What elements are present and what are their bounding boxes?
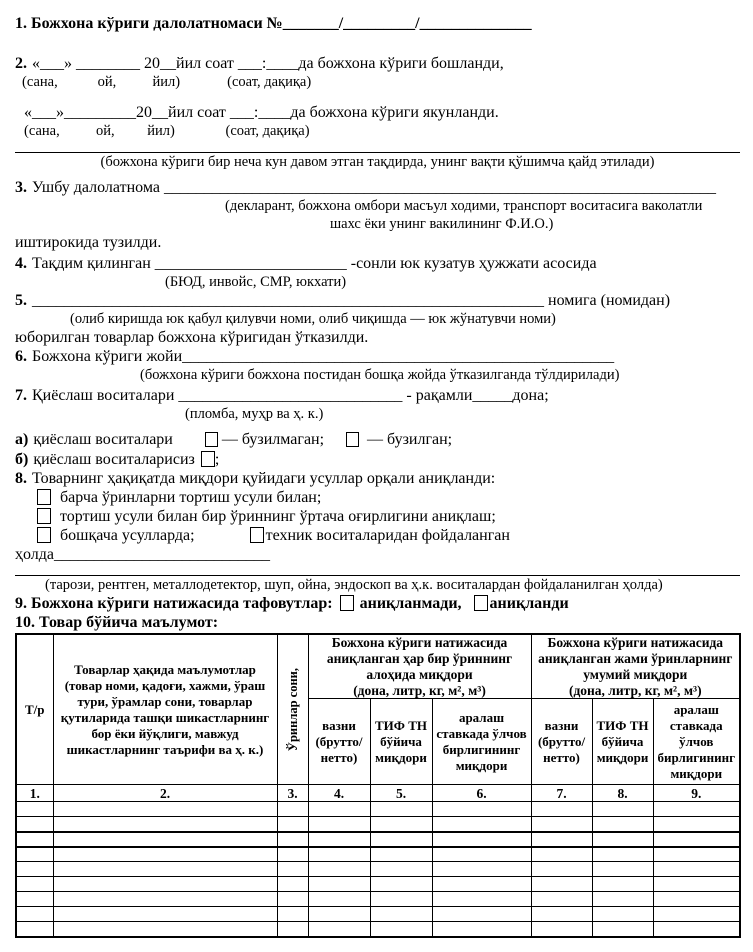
table-row — [16, 847, 740, 862]
item-7b-letter: б) — [15, 451, 29, 468]
location-blank-line: Божхона кўриги жойи______________________________________________________ — [32, 348, 615, 365]
header-group-each-place — [308, 634, 531, 699]
colnum-5: 5. — [370, 785, 432, 802]
header-group-total — [531, 634, 740, 699]
subheader-mixed-rate-each: аралаш ставкада ўлчов бирлигининг миқдори — [432, 699, 531, 785]
method-other-label: бошқача усулларда; — [60, 527, 195, 544]
table-row — [16, 817, 740, 832]
checkbox-without-seals[interactable] — [201, 451, 215, 467]
checkbox-discrepancy-not-found[interactable] — [340, 595, 354, 611]
table-row — [16, 922, 740, 937]
colnum-3: 3. — [277, 785, 308, 802]
document-number-line: Тақдим қилинган ________________________ -сонли юк кузатув ҳужжати асосида — [32, 255, 597, 272]
subheader-tifn-total: ТИФ ТН бўйича миқдори — [592, 699, 653, 785]
location-caption: (божхона кўриги божхона постидан бошқа жойда ўтказилганда тўлдирилади) — [140, 367, 620, 383]
form-item-1-act-number — [15, 14, 740, 33]
item-1-text: 1. Божхона кўриги далолатномаси №_______/_________/______________ — [15, 15, 532, 32]
form-item-4-document — [15, 254, 740, 273]
form-item-5-consignee — [15, 291, 740, 310]
item-2-number: 2. — [15, 55, 27, 72]
checkbox-method-weigh-all[interactable] — [37, 489, 51, 505]
start-date-caption: (сана, ой, йил) (соат, дақиқа) — [22, 74, 312, 90]
subheader-mixed-rate-total: аралаш ставкада ўлчов бирлигининг миқдори — [653, 699, 740, 785]
colnum-1: 1. — [16, 785, 53, 802]
goods-table — [15, 633, 741, 938]
checkbox-method-average-weight[interactable] — [37, 508, 51, 524]
subheader-weight-total: вазни (брутто/ нетто) — [531, 699, 592, 785]
colnum-2: 2. — [53, 785, 277, 802]
item-5-number: 5. — [15, 292, 27, 309]
method-other-row — [15, 526, 740, 564]
document-types-caption: (БЮД, инвойс, СМР, юкхати) — [165, 274, 347, 290]
header-places-column — [277, 634, 308, 785]
method-weigh-all-row — [15, 488, 740, 507]
group-each-units: (дона, литр, кг, м², м³) — [353, 683, 486, 698]
checkbox-seal-intact[interactable] — [205, 432, 218, 447]
consignee-caption: (олиб киришда юк қабул қилувчи номи, олиб чиқишда — юк жўнатувчи номи) — [70, 311, 556, 327]
item-7b-suffix: ; — [214, 451, 220, 468]
subheader-weight-each: вазни (брутто/ нетто) — [308, 699, 370, 785]
discrepancy-found-label: аниқланди — [489, 595, 569, 612]
form-item-10-goods-info — [15, 613, 740, 632]
discrepancy-not-found-label: аниқланмади, — [359, 595, 462, 612]
item-10-text: 10. Товар бўйича маълумот: — [15, 614, 219, 631]
subheader-tifn-each: ТИФ ТН бўйича миқдори — [370, 699, 432, 785]
item-7b-label: қиёслаш воситаларисиз — [33, 451, 195, 468]
form-item-9-discrepancies — [15, 594, 740, 613]
table-row — [16, 832, 740, 847]
item-7a-letter: а) — [15, 431, 29, 448]
colnum-7: 7. — [531, 785, 592, 802]
group-each-title: Божхона кўриги натижасида аниқланган ҳар бир ўриннинг алоҳида миқдори — [326, 635, 513, 682]
group-total-units: (дона, литр, кг, м², м³) — [568, 683, 702, 698]
form-item-7b — [15, 450, 740, 469]
form-item-8-methods — [15, 469, 740, 488]
seals-line: Қиёслаш воситалари ____________________________ - рақамли_____дона; — [32, 387, 549, 404]
participant-blank-line: Ушбу далолатнома _____________________________________________________________________ — [32, 179, 716, 196]
method-weigh-all-label: барча ўринларни тортиш усули билан; — [60, 489, 322, 506]
form-item-2-end — [15, 103, 740, 122]
multiday-note-caption: (божхона кўриги бир неча кун давом этган тақдирда, унинг вақти қўшимча қайд этилади) — [100, 154, 655, 170]
checkbox-method-other[interactable] — [37, 527, 51, 543]
table-row — [16, 802, 740, 817]
header-goods-column: Товарлар ҳақида маълумотлар (товар номи, қадоғи, хажми, ўраш тури, ўрамлар сони, товарлар қутиларида ташқи шикастларнинг бор ёки йўқлиги, мавжуд шикастларнинг таърифи ва ҳ. к.) — [53, 634, 277, 785]
checkbox-discrepancy-found[interactable] — [474, 595, 488, 611]
consignee-suffix: юборилган товарлар божхона кўригидан ўтказилди. — [15, 329, 369, 346]
item-6-number: 6. — [15, 348, 27, 365]
colnum-4: 4. — [308, 785, 370, 802]
participant-suffix: иштирокида тузилди. — [15, 234, 162, 251]
end-date-caption: (сана, ой, йил) (соат, дақиқа) — [24, 123, 310, 139]
form-item-7-seals — [15, 386, 740, 405]
method-technical-label: техник воситаларидан фойдаланган ҳолда___________________________ — [15, 527, 514, 563]
places-vertical-label: Ўринлар сони, — [285, 667, 300, 752]
table-row — [16, 862, 740, 877]
item-8-text: Товарнинг ҳақиқатда миқдори қуйидаги усуллар орқали аниқланди: — [32, 470, 496, 487]
colnum-8: 8. — [592, 785, 653, 802]
form-item-7a — [15, 430, 740, 449]
seal-broken-label: — бузилган; — [367, 431, 453, 448]
header-index-column: Т/р — [16, 634, 53, 785]
column-number-row — [16, 785, 740, 802]
inspection-start-line: «___» ________ 20__йил соат ___:____да божхона кўриги бошланди, — [32, 55, 504, 72]
inspection-end-line: «___»_________20__йил соат ___:____да божхона кўриги якунланди. — [24, 104, 499, 121]
seals-caption: (пломба, муҳр ва ҳ. к.) — [185, 406, 324, 422]
consignee-blank-line: ________________________________________________________________ номига (номидан) — [32, 292, 671, 309]
checkbox-seal-broken[interactable] — [346, 432, 359, 447]
item-8-number: 8. — [15, 470, 27, 487]
table-row — [16, 892, 740, 907]
item-7-number: 7. — [15, 387, 27, 404]
seal-intact-label: — бузилмаган; — [221, 431, 325, 448]
group-total-title: Божхона кўриги натижасида аниқланган жами ўринларнинг умумий миқдори — [538, 635, 733, 682]
method-average-weight-label: тортиш усули билан бир ўриннинг ўртача оғирлигини аниқлаш; — [60, 508, 496, 525]
technical-means-caption: (тарози, рентген, металлодетектор, шуп, ойна, эндоскоп ва ҳ.к. воситалардан фойдаланилган ҳолда) — [45, 577, 663, 593]
checkbox-method-technical[interactable] — [250, 527, 264, 543]
table-row — [16, 907, 740, 922]
participant-caption-1: (декларант, божхона омбори масъул ходими, транспорт воситасига ваколатли — [225, 198, 703, 214]
participant-caption-2: шахс ёки унинг вакилининг Ф.И.О.) — [330, 216, 554, 232]
colnum-6: 6. — [432, 785, 531, 802]
method-average-weight-row — [15, 507, 740, 526]
form-item-2-start — [15, 54, 740, 73]
form-item-6-location — [15, 347, 740, 366]
item-7a-label: қиёслаш воситалари — [33, 431, 173, 448]
item-3-number: 3. — [15, 179, 27, 196]
table-row — [16, 877, 740, 892]
form-item-3-participant — [15, 178, 740, 197]
item-4-number: 4. — [15, 255, 27, 272]
item-9-text: 9. Божхона кўриги натижасида тафовутлар: — [15, 595, 333, 612]
colnum-9: 9. — [653, 785, 740, 802]
